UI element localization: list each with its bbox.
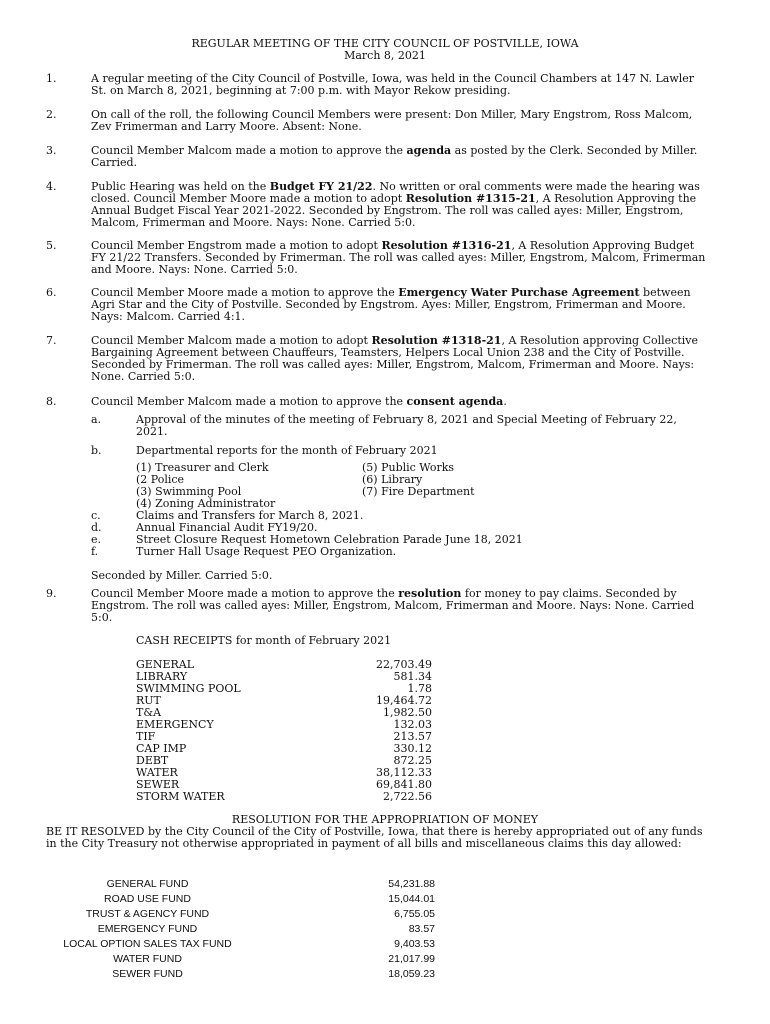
consent-letter: b.	[91, 444, 102, 457]
meeting-title: REGULAR MEETING OF THE CITY COUNCIL OF POSTVILLE, IOWA	[191, 37, 579, 50]
resolution-title: RESOLUTION FOR THE APPROPRIATION OF MONEY	[231, 813, 539, 826]
fund-name: TRUST & AGENCY FUND	[85, 908, 210, 920]
consent-letter: d.	[91, 521, 102, 534]
item-number: 8.	[46, 395, 57, 408]
item-number: 5.	[46, 239, 57, 252]
receipt-name: STORM WATER	[136, 790, 225, 803]
receipt-name: LIBRARY	[136, 670, 188, 683]
receipt-amount: 330.12	[393, 742, 432, 755]
receipt-amount: 38,112.33	[376, 766, 432, 779]
fund-name: SEWER FUND	[112, 968, 183, 980]
consent-letter: a.	[91, 413, 102, 426]
item-6-text: Council Member Moore made a motion to approve the Emergency Water Purchase Agreement between Agri Star and the City of Postville. Seconded by Engstrom. Ayes: Miller, Engstrom, Frimerman and Moore. Nays: Malcom. Carried 4:1.	[91, 286, 691, 323]
receipt-name: CAP IMP	[136, 742, 187, 755]
consent-letter: c.	[91, 509, 101, 522]
fund-name: WATER FUND	[113, 953, 182, 965]
receipt-amount: 581.34	[393, 670, 432, 683]
receipt-name: SWIMMING POOL	[136, 682, 241, 695]
report-entry: (4) Zoning Administrator	[136, 497, 276, 510]
funds-table	[0, 878, 770, 988]
item-number: 3.	[46, 144, 57, 157]
receipt-amount: 213.57	[393, 730, 432, 743]
report-entry: (1) Treasurer and Clerk	[136, 461, 269, 474]
consent-letter: e.	[91, 533, 102, 546]
receipt-amount: 1.78	[407, 682, 432, 695]
receipt-name: TIF	[136, 730, 156, 743]
fund-amount: 6,755.05	[394, 908, 435, 920]
fund-amount: 9,403.53	[394, 938, 435, 950]
item-number: 1.	[46, 72, 57, 85]
item-number: 4.	[46, 180, 57, 193]
report-entry: (5) Public Works	[362, 461, 455, 474]
receipt-name: SEWER	[136, 778, 180, 791]
item-7-text: Council Member Malcom made a motion to adopt Resolution #1318-21, A Resolution approving Collective Bargaining Agreement between Chauffeurs, Teamsters, Helpers Local Union 238 and the City of Postville. Seconded by Frimerman. The roll was called ayes: Miller, Engstrom, Malcom, Frimerman and Moore. Nays: None. Carried 5:0.	[91, 334, 698, 383]
report-entry: (2 Police	[136, 473, 185, 486]
item-number: 2.	[46, 108, 57, 121]
item-2-text: On call of the roll, the following Council Members were present: Don Miller, Mary Engstrom, Ross Malcom, Zev Frimerman and Larry Moore. Absent: None.	[91, 108, 693, 133]
receipt-amount: 22,703.49	[376, 658, 432, 671]
item-8-text: Council Member Malcom made a motion to approve the consent agenda.	[91, 395, 507, 408]
fund-name: GENERAL FUND	[106, 878, 189, 890]
fund-amount: 83.57	[408, 923, 435, 935]
receipt-name: RUT	[136, 694, 161, 707]
fund-name: LOCAL OPTION SALES TAX FUND	[63, 938, 232, 950]
item-number: 9.	[46, 587, 57, 600]
consent-item-c: Claims and Transfers for March 8, 2021.	[136, 509, 364, 522]
fund-amount: 54,231.88	[388, 878, 435, 890]
page-title	[0, 38, 770, 62]
item-number: 6.	[46, 286, 57, 299]
report-entry: (3) Swimming Pool	[136, 485, 242, 498]
consent-item-b: Departmental reports for the month of February 2021	[136, 444, 438, 457]
report-entry: (7) Fire Department	[362, 485, 475, 498]
receipt-name: DEBT	[136, 754, 169, 767]
report-entry: (6) Library	[362, 473, 423, 486]
receipt-amount: 872.25	[393, 754, 432, 767]
item-5-text: Council Member Engstrom made a motion to adopt Resolution #1316-21, A Resolution Approving Budget FY 21/22 Transfers. Seconded by Frimerman. The roll was called ayes: Miller, Engstrom, Malcom, Frimerman and Moore. Nays: None. Carried 5:0.	[91, 239, 706, 276]
consent-seconded: Seconded by Miller. Carried 5:0.	[91, 569, 273, 582]
item-1-text: A regular meeting of the City Council of Postville, Iowa, was held in the Council Chambers at 147 N. Lawler St. on March 8, 2021, beginning at 7:00 p.m. with Mayor Rekow presiding.	[91, 72, 695, 97]
resolution-text: BE IT RESOLVED by the City Council of the City of Postville, Iowa, that there is hereby appropriated out of any funds in the City Treasury not otherwise appropriated in payment of all bills and miscellaneous claims this day allowed:	[46, 825, 703, 850]
fund-name: ROAD USE FUND	[104, 893, 191, 905]
reports-left-column	[136, 462, 356, 510]
reports-right-column	[362, 462, 582, 498]
fund-amount: 21,017.99	[388, 953, 435, 965]
item-9-text: Council Member Moore made a motion to approve the resolution for money to pay claims. Seconded by Engstrom. The roll was called ayes: Miller, Engstrom, Malcom, Frimerman and Moore. Nays: None. Carried 5:0.	[91, 587, 695, 624]
receipts-table	[0, 659, 770, 809]
meeting-date: March 8, 2021	[344, 49, 426, 62]
consent-letter: f.	[91, 545, 99, 558]
item-number: 7.	[46, 334, 57, 347]
consent-item-a: Approval of the minutes of the meeting of February 8, 2021 and Special Meeting of February 22, 2021.	[136, 413, 677, 438]
receipt-name: WATER	[136, 766, 178, 779]
consent-item-f: Turner Hall Usage Request PEO Organization.	[136, 545, 397, 558]
receipt-amount: 1,982.50	[383, 706, 432, 719]
receipt-name: EMERGENCY	[136, 718, 214, 731]
receipt-amount: 69,841.80	[376, 778, 432, 791]
receipt-amount: 132.03	[393, 718, 432, 731]
fund-name: EMERGENCY FUND	[97, 923, 198, 935]
consent-item-e: Street Closure Request Hometown Celebration Parade June 18, 2021	[136, 533, 523, 546]
item-4-text: Public Hearing was held on the Budget FY 21/22. No written or oral comments were made the hearing was closed. Council Member Moore made a motion to adopt Resolution #1315-21, A Resolution Approving the Annual Budget Fiscal Year 2021-2022. Seconded by Engstrom. The roll was called ayes: Miller, Engstrom, Malcom, Frimerman and Moore. Nays: None. Carried 5:0.	[91, 180, 700, 229]
receipt-amount: 19,464.72	[376, 694, 432, 707]
receipt-amount: 2,722.56	[383, 790, 432, 803]
fund-amount: 18,059.23	[388, 968, 435, 980]
consent-item-d: Annual Financial Audit FY19/20.	[136, 521, 318, 534]
item-3-text: Council Member Malcom made a motion to approve the agenda as posted by the Clerk. Seconded by Miller. Carried.	[91, 144, 698, 169]
receipt-name: T&A	[136, 706, 162, 719]
receipt-name: GENERAL	[136, 658, 195, 671]
fund-amount: 15,044.01	[388, 893, 435, 905]
receipts-title: CASH RECEIPTS for month of February 2021	[136, 634, 392, 647]
